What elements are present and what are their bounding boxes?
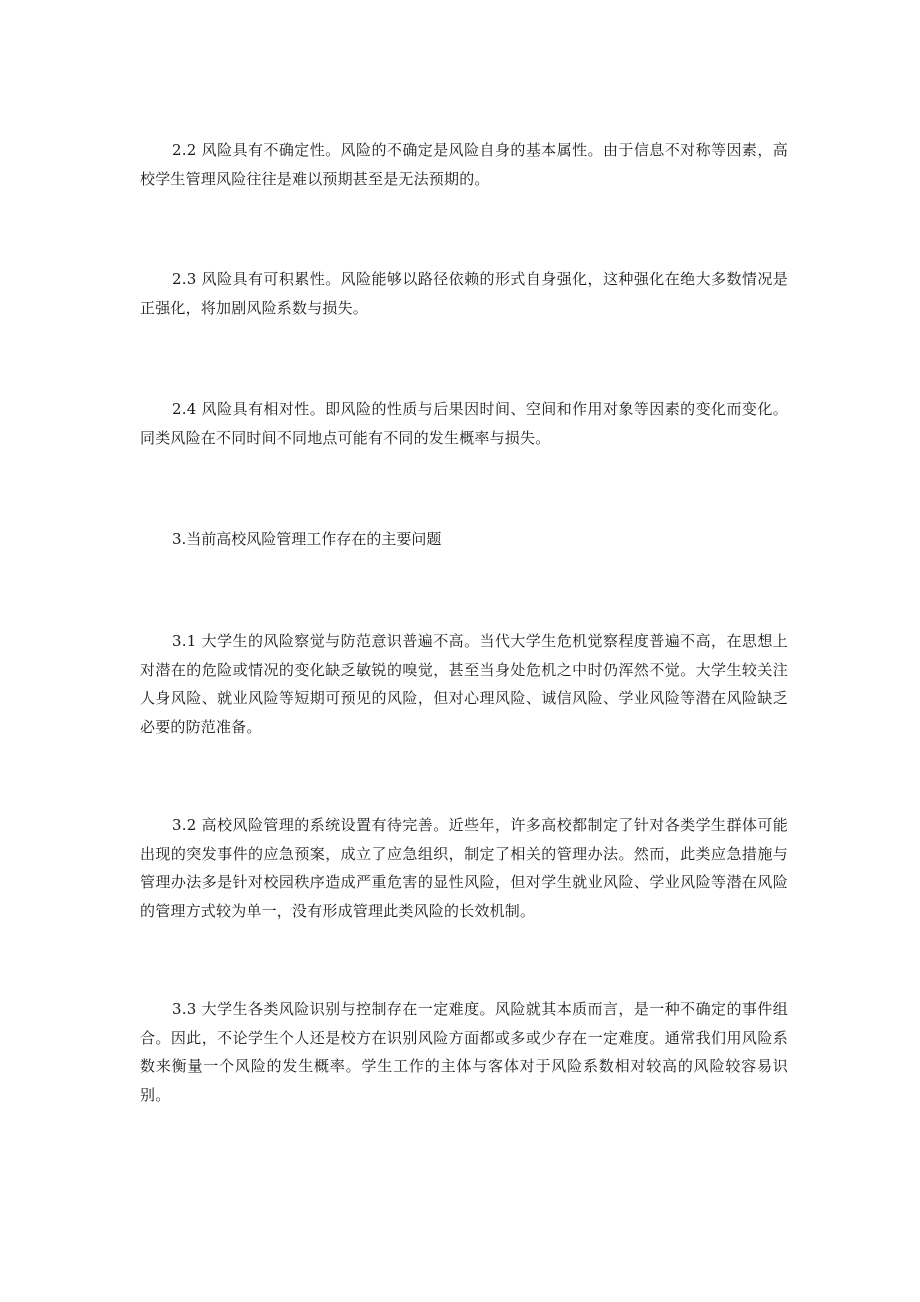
section-heading-3: 3.当前高校风险管理工作存在的主要问题 bbox=[172, 530, 442, 548]
paragraph-3-3: 3.3 大学生各类风险识别与控制存在一定难度。风险就其本质而言，是一种不确定的事件组合。因此，不论学生个人还是校方在识别风险方面都或多或少存在一定难度。通常我们用风险系数来衡量一个风险的发生概率。学生工作的主体与客体对于风险系数相对较高的风险较容易识别。 bbox=[140, 1000, 788, 1104]
paragraph-3-1: 3.1 大学生的风险察觉与防范意识普遍不高。当代大学生危机觉察程度普遍不高，在思想上对潜在的危险或情况的变化缺乏敏锐的嗅觉，甚至当身处危机之中时仍浑然不觉。大学生较关注人身风险、就业风险等短期可预见的风险，但对心理风险、诚信风险、学业风险等潜在风险缺乏必要的防范准备。 bbox=[140, 632, 788, 736]
paragraph-3-2: 3.2 高校风险管理的系统设置有待完善。近些年，许多高校都制定了针对各类学生群体可能出现的突发事件的应急预案，成立了应急组织，制定了相关的管理办法。然而，此类应急措施与管理办法多是针对校园秩序造成严重危害的显性风险，但对学生就业风险、学业风险等潜在风险的管理方式较为单一，没有形成管理此类风险的长效机制。 bbox=[140, 816, 788, 920]
paragraph-2-4: 2.4 风险具有相对性。即风险的性质与后果因时间、空间和作用对象等因素的变化而变化。同类风险在不同时间不同地点可能有不同的发生概率与损失。 bbox=[140, 400, 788, 447]
paragraph-2-3: 2.3 风险具有可积累性。风险能够以路径依赖的形式自身强化，这种强化在绝大多数情况是正强化，将加剧风险系数与损失。 bbox=[140, 270, 788, 317]
paragraph-2-2: 2.2 风险具有不确定性。风险的不确定是风险自身的基本属性。由于信息不对称等因素，高校学生管理风险往往是难以预期甚至是无法预期的。 bbox=[140, 141, 788, 188]
